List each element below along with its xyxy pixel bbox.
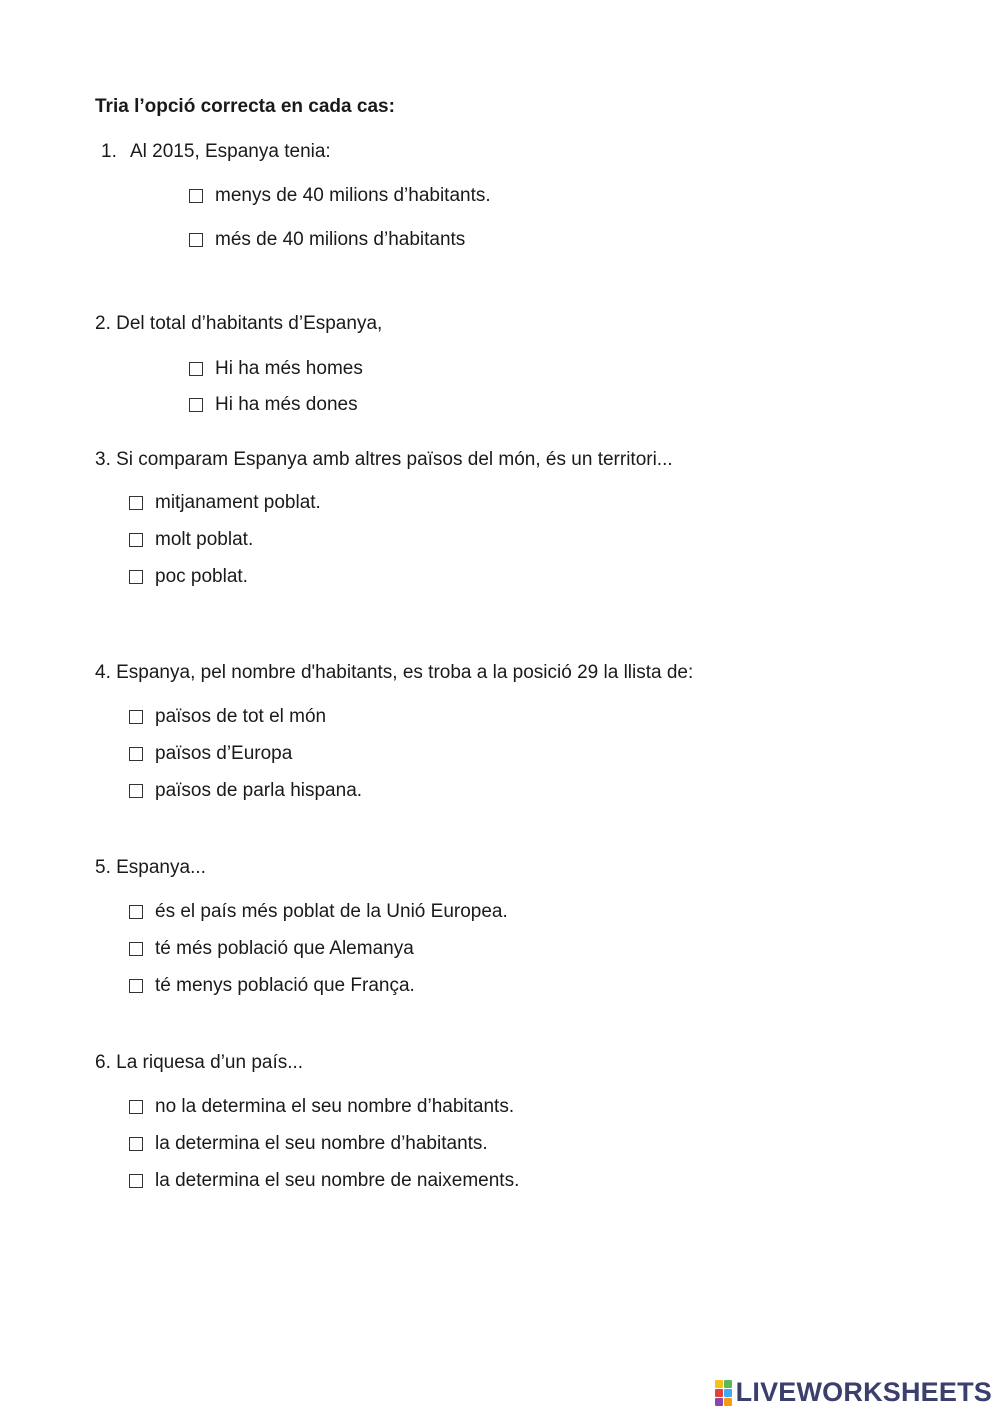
question-5-option-2[interactable] [129, 938, 414, 960]
question-4-option-1[interactable] [129, 706, 326, 728]
checkbox[interactable] [129, 1137, 143, 1151]
question-6-option-3[interactable] [129, 1170, 519, 1192]
question-3-option-1[interactable] [129, 492, 321, 514]
option-label: Hi ha més homes [215, 358, 363, 379]
checkbox[interactable] [129, 1100, 143, 1114]
option-label: països d’Europa [155, 743, 293, 764]
question-3-option-2[interactable] [129, 529, 253, 551]
checkbox[interactable] [129, 942, 143, 956]
checkbox[interactable] [189, 362, 203, 376]
question-1-option-2[interactable] [189, 229, 465, 251]
question-5-option-1[interactable] [129, 901, 508, 923]
question-4-option-3[interactable] [129, 780, 362, 802]
checkbox[interactable] [129, 496, 143, 510]
question-6-option-2[interactable] [129, 1133, 488, 1155]
checkbox[interactable] [189, 398, 203, 412]
checkbox[interactable] [129, 747, 143, 761]
question-1-text: Al 2015, Espanya tenia: [130, 141, 331, 162]
checkbox[interactable] [189, 233, 203, 247]
liveworksheets-icon [715, 1380, 732, 1406]
question-1-number: 1. [101, 141, 117, 162]
option-label: la determina el seu nombre de naixements. [155, 1170, 520, 1191]
option-label: la determina el seu nombre d’habitants. [155, 1133, 488, 1154]
question-5-text: 5. Espanya... [95, 857, 206, 878]
question-6-option-1[interactable] [129, 1096, 514, 1118]
question-1-option-1[interactable] [189, 185, 491, 207]
option-label: no la determina el seu nombre d’habitants. [155, 1096, 515, 1117]
question-3-option-3[interactable] [129, 566, 248, 588]
question-6-text: 6. La riquesa d’un país... [95, 1052, 304, 1073]
option-label: mitjanament poblat. [155, 492, 321, 513]
liveworksheets-logo[interactable] [715, 1377, 992, 1408]
option-label: molt poblat. [155, 529, 254, 550]
checkbox[interactable] [129, 570, 143, 584]
question-5-option-3[interactable] [129, 975, 415, 997]
checkbox[interactable] [189, 189, 203, 203]
question-4-text: 4. Espanya, pel nombre d'habitants, es troba a la posició 29 la llista de: [95, 662, 694, 683]
checkbox[interactable] [129, 710, 143, 724]
option-label: és el país més poblat de la Unió Europea. [155, 901, 508, 922]
option-label: més de 40 milions d’habitants [215, 229, 466, 250]
question-2-text: 2. Del total d’habitants d’Espanya, [95, 313, 383, 334]
option-label: països de tot el món [155, 706, 327, 727]
question-2-option-1[interactable] [189, 358, 363, 380]
checkbox[interactable] [129, 533, 143, 547]
option-label: Hi ha més dones [215, 394, 358, 415]
checkbox[interactable] [129, 1174, 143, 1188]
question-2-option-2[interactable] [189, 394, 358, 416]
option-label: menys de 40 milions d’habitants. [215, 185, 491, 206]
option-label: té més població que Alemanya [155, 938, 414, 959]
option-label: països de parla hispana. [155, 780, 363, 801]
checkbox[interactable] [129, 979, 143, 993]
option-label: poc poblat. [155, 566, 248, 587]
worksheet-title: Tria l’opció correcta en cada cas: [95, 96, 395, 117]
checkbox[interactable] [129, 905, 143, 919]
question-3-text: 3. Si comparam Espanya amb altres països del món, és un territori... [95, 449, 673, 470]
option-label: té menys població que França. [155, 975, 415, 996]
question-4-option-2[interactable] [129, 743, 292, 765]
checkbox[interactable] [129, 784, 143, 798]
logo-text: LIVEWORKSHEETS [735, 1377, 992, 1407]
